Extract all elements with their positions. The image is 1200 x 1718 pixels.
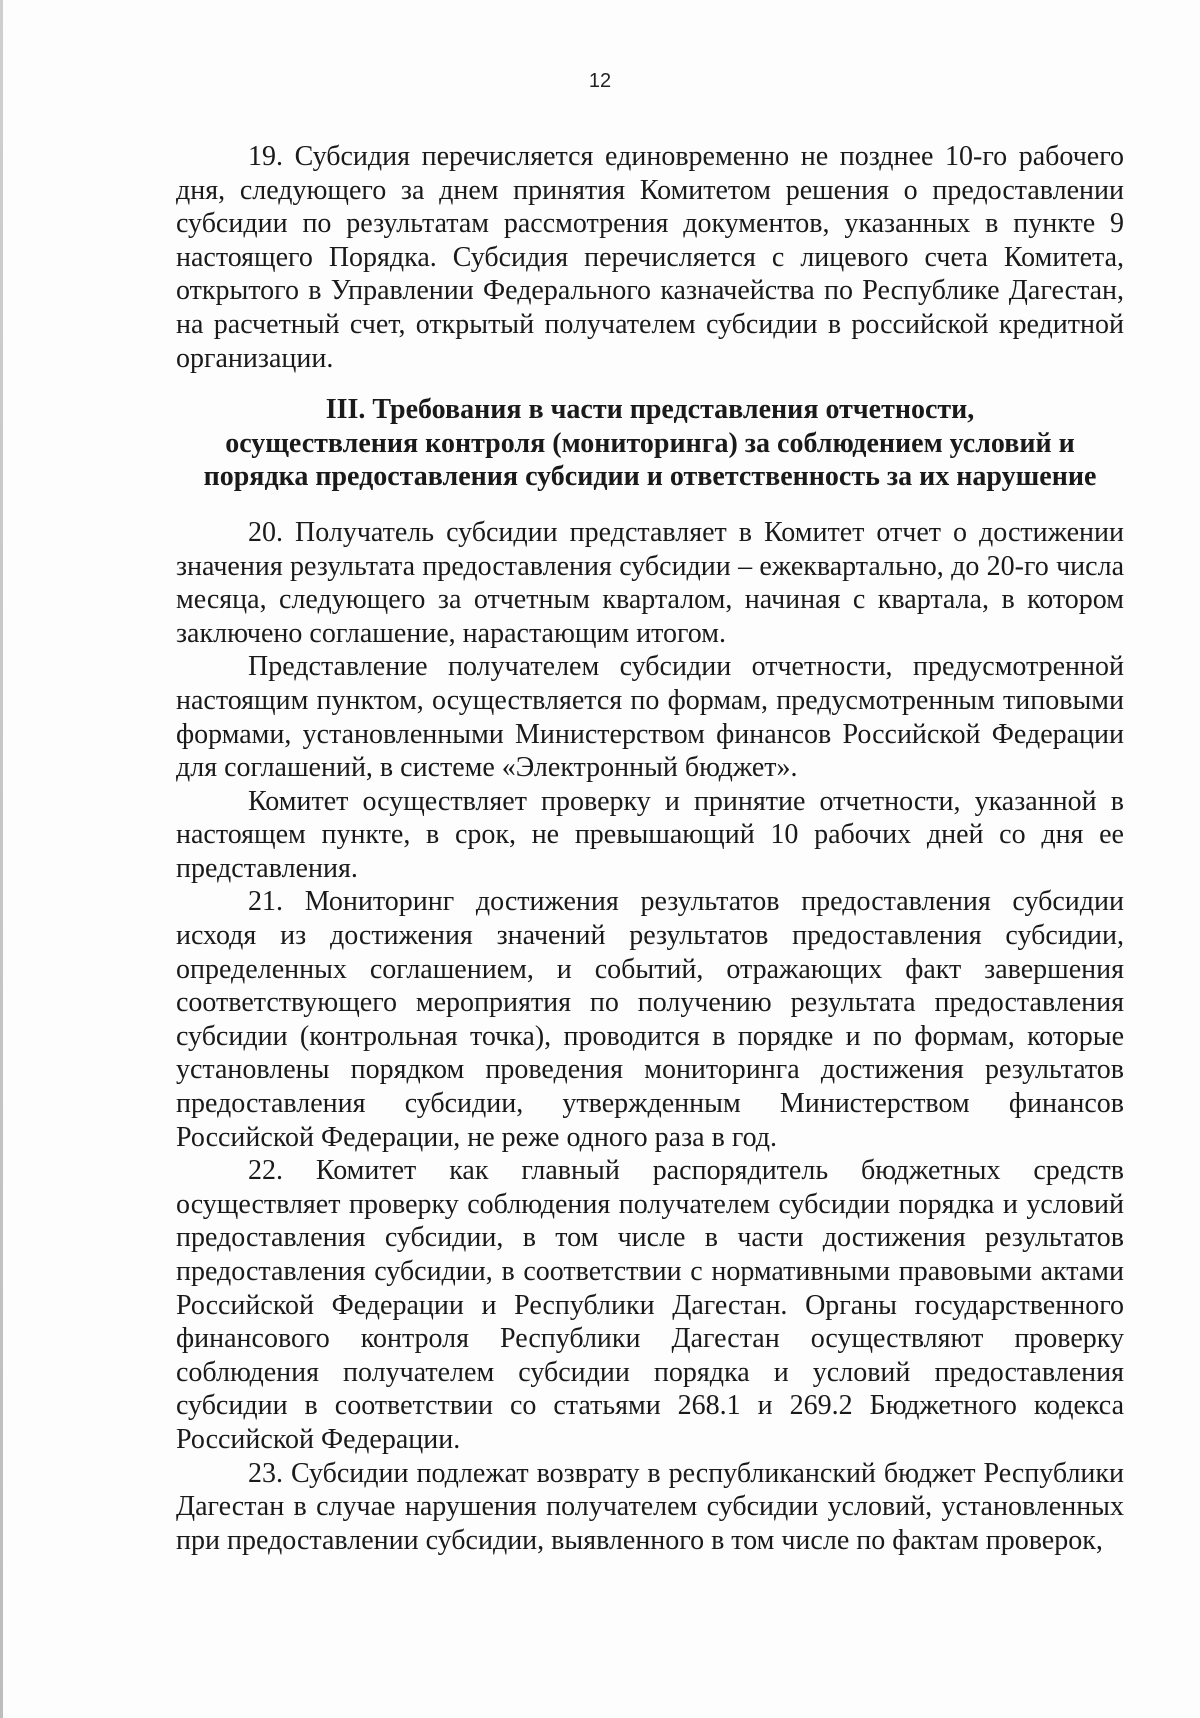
paragraph-20: 20. Получатель субсидии представляет в Комитет отчет о достижении значения результата предоставления субсидии – ежеквартально, до 20-го числа месяца, следующего за отчетным кварталом, начиная с квартала, в котором заключено соглашение, нарастающим итогом.: [176, 516, 1124, 649]
paragraph-23: 23. Субсидии подлежат возврату в республиканский бюджет Республики Дагестан в случае нарушения получателем субсидии условий, установленных при предоставлении субсидии, выявленного в том числе по фактам проверок,: [176, 1457, 1124, 1556]
page-number: 12: [588, 70, 612, 92]
section-heading-line: III. Требования в части представления отчетности,: [325, 394, 975, 426]
section-heading: [176, 393, 1124, 494]
section-heading-line: осуществления контроля (мониторинга) за соблюдением условий и: [225, 427, 1075, 459]
document-body: [176, 140, 1124, 1557]
section-heading-line: порядка предоставления субсидии и ответственность за их нарушение: [203, 461, 1097, 493]
paragraph-20-verification: Комитет осуществляет проверку и принятие отчетности, указанной в настоящем пункте, в срок, не превышающий 10 рабочих дней со дня ее представления.: [176, 785, 1124, 884]
scan-edge: [0, 0, 3, 1718]
paragraph-20-reporting-forms: Представление получателем субсидии отчетности, предусмотренной настоящим пунктом, осуществляется по формам, предусмотренным типовыми формами, установленными Министерством финансов Российской Федерации для соглашений, в системе «Электронный бюджет».: [176, 651, 1124, 784]
paragraph-19: 19. Субсидия перечисляется единовременно не позднее 10-го рабочего дня, следующего за днем принятия Комитетом решения о предоставлении субсидии по результатам рассмотрения документов, указанных в пункте 9 настоящего Порядка. Субсидия перечисляется с лицевого счета Комитета, открытого в Управлении Федерального казначейства по Республике Дагестан, на расчетный счет, открытый получателем субсидии в российской кредитной организации.: [176, 141, 1124, 374]
paragraph-22: 22. Комитет как главный распорядитель бюджетных средств осуществляет проверку соблюдения получателем субсидии порядка и условий предоставления субсидии, в том числе в части достижения результатов предоставления субсидии, в соответствии с нормативными правовыми актами Российской Федерации и Республики Дагестан. Органы государственного финансового контроля Республики Дагестан осуществляют проверку соблюдения получателем субсидии порядка и условий предоставления субсидии в соответствии со статьями 268.1 и 269.2 Бюджетного кодекса Российской Федерации.: [176, 1155, 1124, 1455]
paragraph-21: 21. Мониторинг достижения результатов предоставления субсидии исходя из достижения значений результатов предоставления субсидии, определенных соглашением, и событий, отражающих факт завершения соответствующего мероприятия по получению результата предоставления субсидии (контрольная точка), проводится в порядке и по формам, которые установлены порядком проведения мониторинга достижения результатов предоставления субсидии, утвержденным Министерством финансов Российской Федерации, не реже одного раза в год.: [176, 886, 1124, 1153]
